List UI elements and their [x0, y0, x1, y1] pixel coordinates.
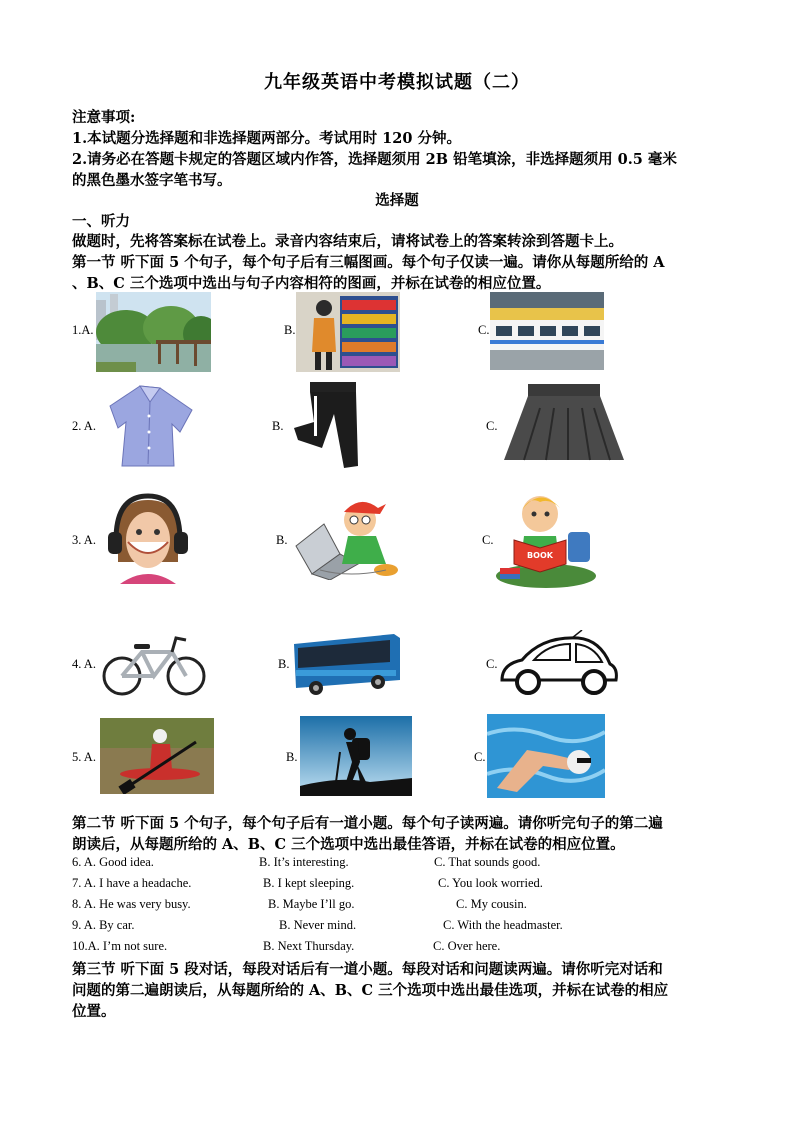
section-title: 选择题: [375, 192, 419, 209]
part-instruction: 做题时，先将答案标在试卷上。录音内容结束后，请将试卷上的答案转涂到答题卡上。: [72, 233, 623, 250]
q1-option-c: C.: [478, 323, 490, 337]
q7-option-a: 7. A. I have a headache.: [72, 876, 192, 890]
q4-option-b: B.: [278, 657, 290, 671]
q10-option-c: C. Over here.: [433, 939, 501, 953]
notes-heading: 注意事项:: [72, 109, 136, 126]
headphones-girl-icon: [98, 492, 198, 584]
q10-option-b: B. Next Thursday.: [263, 939, 355, 953]
shopping-woman-icon: [296, 292, 400, 372]
sec2-instruction: 第二节 听下面 5 个句子，每个句子后有一道小题。每个句子读两遍。请你听完句子的第二遍: [72, 815, 663, 832]
boy-reading-icon: [494, 488, 598, 588]
page-title: 九年级英语中考模拟试题（二）: [264, 72, 530, 93]
sec3-instruction-cont: 问题的第二遍朗读后，从每题所给的 A、B、C 三个选项中选出最佳选项，并标在试卷的相应: [72, 982, 669, 999]
q5-option-b: B.: [286, 750, 298, 764]
sec3-instruction: 第三节 听下面 5 段对话，每段对话后有一道小题。每段对话和问题读两遍。请你听完对话和: [72, 961, 663, 978]
q2-option-b: B.: [272, 419, 284, 433]
q3-option-c: C.: [482, 533, 494, 547]
sec1-instruction: 第一节 听下面 5 个句子，每个句子后有三幅图画。每个句子仅读一遍。请你从每题所给的 A: [72, 254, 665, 271]
sec1-instruction-cont: 、B、C 三个选项中选出与句子内容相符的图画，并标在试卷的相应位置。: [72, 275, 551, 292]
notes-item-2-cont: 的黑色墨水签字笔书写。: [72, 172, 232, 189]
q6-option-b: B. It’s interesting.: [259, 855, 349, 869]
q6-option-c: C. That sounds good.: [434, 855, 541, 869]
canoeing-icon: [100, 718, 214, 794]
park-scene-icon: [96, 292, 211, 372]
train-icon: [490, 292, 604, 370]
notes-item-1: 1.本试题分选择题和非选择题两部分。考试用时 120 分钟。: [72, 130, 461, 147]
q9-option-a: 9. A. By car.: [72, 918, 135, 932]
trousers-icon: [288, 378, 366, 472]
part-heading: 一、听力: [72, 213, 130, 230]
q8-option-c: C. My cousin.: [456, 897, 527, 911]
q10-option-a: 10.A. I’m not sure.: [72, 939, 168, 953]
q9-option-b: B. Never mind.: [279, 918, 357, 932]
hiking-icon: [300, 716, 412, 796]
q7-option-b: B. I kept sleeping.: [263, 876, 355, 890]
q2-option-c: C.: [486, 419, 498, 433]
bus-icon: [290, 628, 402, 696]
sec2-instruction-cont: 朗读后，从每题所给的 A、B、C 三个选项中选出最佳答语，并标在试卷的相应位置。: [72, 836, 625, 853]
bicycle-icon: [100, 632, 208, 698]
q7-option-c: C. You look worried.: [438, 876, 543, 890]
q4-option-c: C.: [486, 657, 498, 671]
q8-option-b: B. Maybe I’ll go.: [268, 897, 355, 911]
q3-label: 3. A.: [72, 533, 96, 547]
q8-option-a: 8. A. He was very busy.: [72, 897, 191, 911]
notes-item-2: 2.请务必在答题卡规定的答题区域内作答，选择题须用 2B 铅笔填涂，非选择题须用 0.5 毫米: [72, 151, 677, 168]
q3-option-b: B.: [276, 533, 288, 547]
skirt-icon: [500, 378, 628, 466]
q1-option-b: B.: [284, 323, 296, 337]
q5-option-c: C.: [474, 750, 486, 764]
q5-label: 5. A.: [72, 750, 96, 764]
q2-label: 2. A.: [72, 419, 96, 433]
q4-label: 4. A.: [72, 657, 96, 671]
car-icon: [498, 630, 620, 698]
sec3-instruction-end: 位置。: [72, 1003, 116, 1020]
q9-option-c: C. With the headmaster.: [443, 918, 563, 932]
q1-label: 1.A.: [72, 323, 94, 337]
shirt-icon: [100, 376, 200, 472]
swimming-icon: [487, 714, 605, 798]
q6-option-a: 6. A. Good idea.: [72, 855, 154, 869]
book-title: BOOK: [527, 551, 553, 560]
boy-computer-icon: [290, 494, 404, 580]
